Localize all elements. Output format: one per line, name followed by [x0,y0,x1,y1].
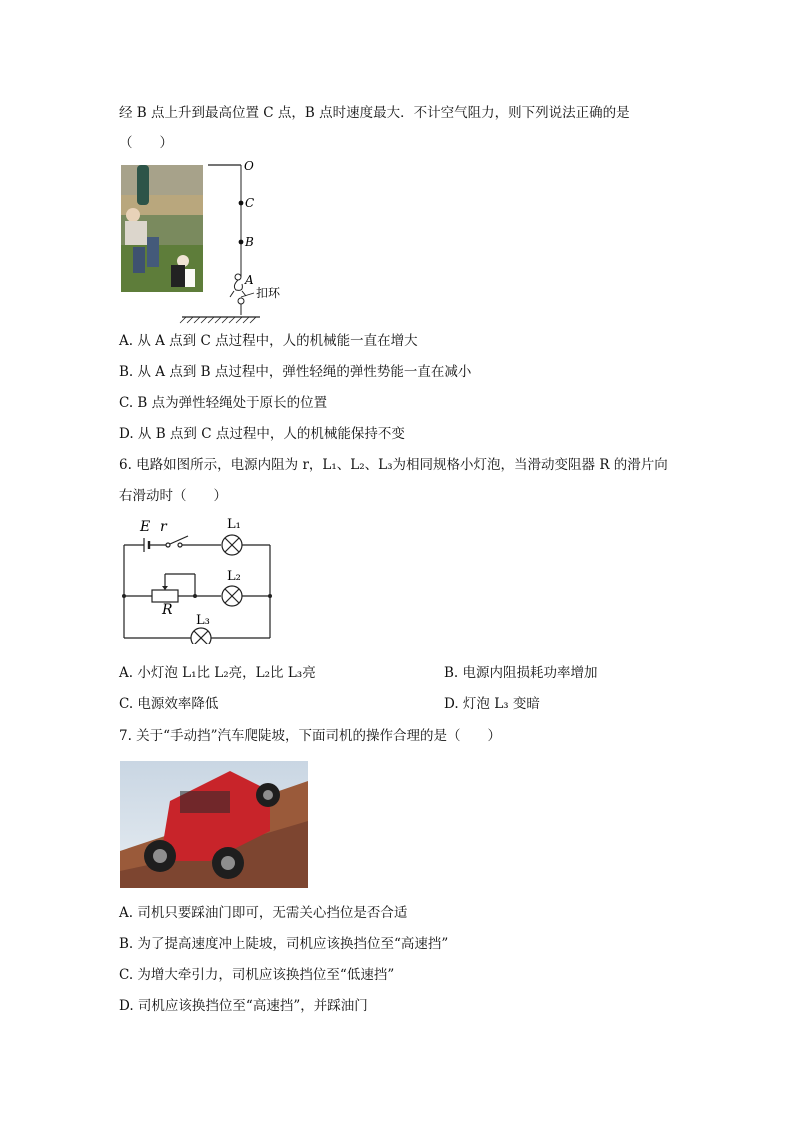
label-b: B [245,235,254,249]
q5-option-d: D. 从 B 点到 C 点过程中，人的机械能保持不变 [119,426,405,442]
q7-option-d: D. 司机应该换挡位至“高速挡”，并踩油门 [119,998,368,1014]
circuit-diagram [118,512,283,644]
label-c: C [245,196,255,210]
q5-option-c: C. B 点为弹性轻绳处于原长的位置 [119,395,328,411]
q5-stem-line1: 经 B 点上升到最高位置 C 点，B 点时速度最大．不计空气阻力，则下列说法正确的是 [119,105,630,121]
jeep-photo [120,761,308,888]
q7-option-a: A. 司机只要踩油门即可，无需关心挡位是否合适 [119,905,408,921]
q5-option-b: B. 从 A 点到 B 点过程中，弹性轻绳的弹性势能一直在减小 [119,364,472,380]
q6-option-c: C. 电源效率降低 [119,696,219,712]
q7-option-c: C. 为增大牵引力，司机应该换挡位至“低速挡” [119,967,395,983]
label-l2: L₂ [227,569,241,584]
q6-stem-line1: 6. 电路如图所示，电源内阻为 r，L₁、L₂、L₃为相同规格小灯泡，当滑动变阻器 R 的滑片向 [119,457,668,473]
q6-option-d: D. 灯泡 L₃ 变暗 [444,696,540,712]
label-l1: L₁ [227,517,241,532]
q5-option-a: A. 从 A 点到 C 点过程中，人的机械能一直在增大 [119,333,418,349]
label-o: O [244,159,254,173]
label-e: E [140,519,151,535]
q6-option-a: A. 小灯泡 L₁比 L₂亮，L₂比 L₃亮 [119,665,316,681]
label-l3: L₃ [196,613,210,628]
label-r-internal: r [160,519,167,535]
bungee-diagram [120,155,300,330]
label-ring: 扣环 [256,286,281,300]
q6-stem-line2: 右滑动时（ ） [119,488,227,504]
label-rheostat: R [162,602,173,618]
label-a: A [245,273,254,287]
q6-option-b: B. 电源内阻损耗功率增加 [444,665,598,681]
q7-stem: 7. 关于“手动挡”汽车爬陡坡，下面司机的操作合理的是（ ） [119,728,501,744]
q7-option-b: B. 为了提高速度冲上陡坡，司机应该换挡位至“高速挡” [119,936,449,952]
q5-stem-line2: （ ） [119,135,173,151]
